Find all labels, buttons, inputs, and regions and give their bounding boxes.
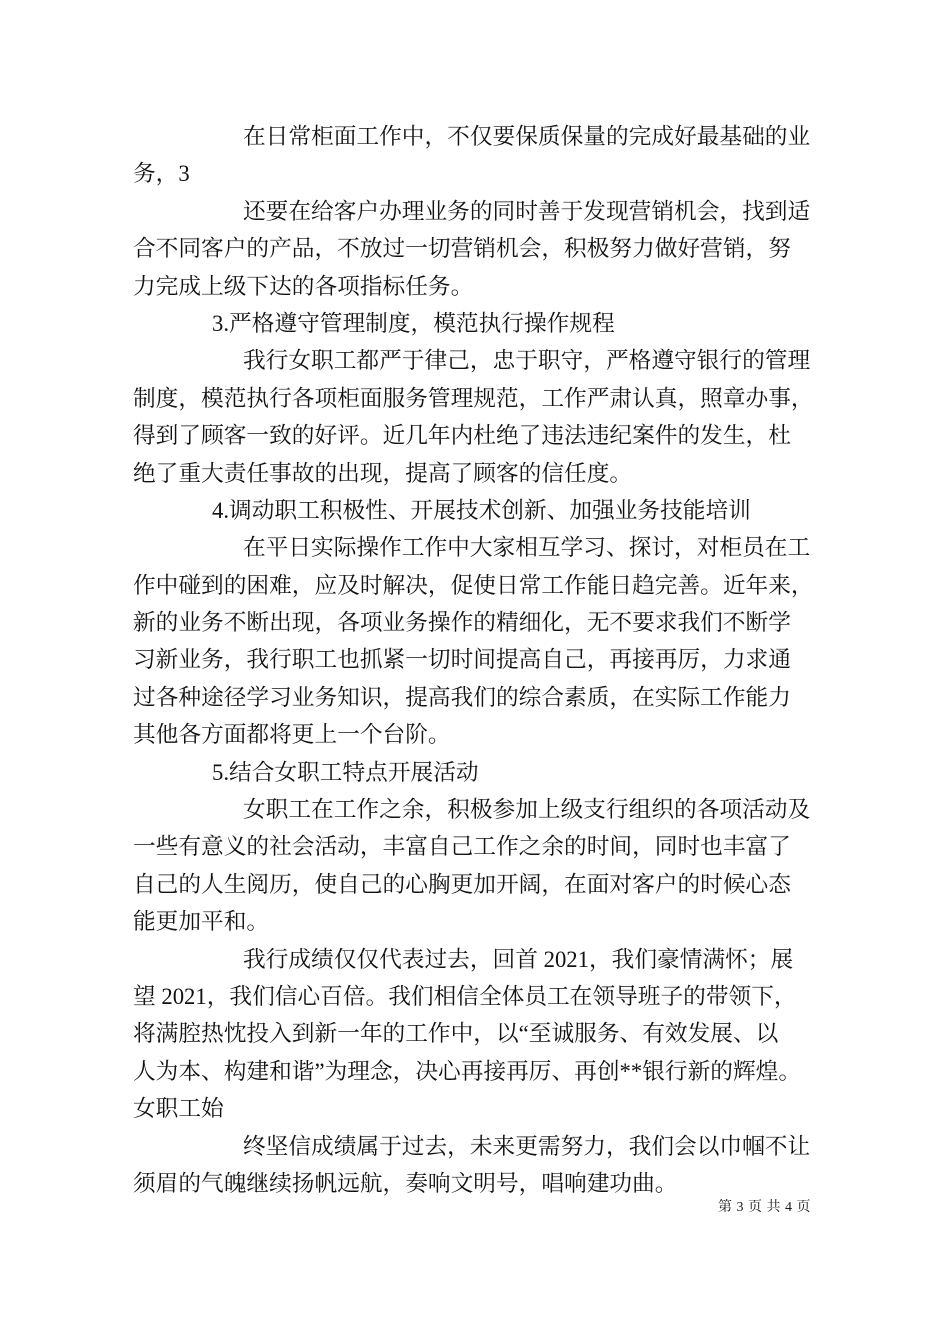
section-heading-5: 5.结合女职工特点开展活动 [212,759,479,785]
text-line: 在日常柜面工作中，不仅要保质保量的完成好最基础的业 [243,124,811,149]
text-line: 能更加平和。 [133,909,270,935]
text-line: 习新业务，我行职工也抓紧一切时间提高自己，再接再厉，力求通 [133,647,791,673]
text-line: 我行女职工都严于律己，忠于职守，严格遵守银行的管理 [243,348,811,374]
text-line: 其他各方面都将更上一个台阶。 [133,722,451,748]
text-line: 女职工始 [133,1096,224,1122]
text-line: 新的业务不断出现，各项业务操作的精细化，无不要求我们不断学 [133,610,791,636]
text-line: 一些有意义的社会活动，丰富自己工作之余的时间，同时也丰富了 [133,834,791,860]
text-line: 得到了顾客一致的好评。近几年内杜绝了违法违纪案件的发生，杜 [133,423,791,449]
text-line: 女职工在工作之余，积极参加上级支行组织的各项活动及 [243,797,811,823]
text-line: 终坚信成绩属于过去，未来更需努力，我们会以巾帼不让 [243,1133,811,1159]
text-line: 我行成绩仅仅代表过去，回首 2021，我们豪情满怀；展 [243,946,794,972]
text-line: 作中碰到的困难，应及时解决，促使日常工作能日趋完善。近年来， [133,572,814,598]
text-line: 还要在给客户办理业务的同时善于发现营销机会，找到适 [243,198,811,224]
text-line: 合不同客户的产品，不放过一切营销机会，积极努力做好营销，努 [133,236,791,262]
text-line: 望 2021，我们信心百倍。我们相信全体员工在领导班子的带领下， [133,983,797,1009]
text-line: 须眉的气魄继续扬帆远航，奏响文明号，唱响建功曲。 [133,1170,678,1196]
text-line: 人为本、构建和谐”为理念，决心再接再厉、再创**银行新的辉煌。 [133,1058,802,1084]
document-page-body [133,118,814,1202]
text-line: 绝了重大责任事故的出现，提高了顾客的信任度。 [133,460,633,486]
text-line: 制度，模范执行各项柜面服务管理规范，工作严肃认真，照章办事， [133,385,814,411]
text-line: 务，3 [133,161,190,187]
text-line: 将满腔热忱投入到新一年的工作中，以“至诚服务、有效发展、以 [133,1021,779,1047]
section-heading-4: 4.调动职工积极性、开展技术创新、加强业务技能培训 [212,497,751,523]
text-line: 自己的人生阅历，使自己的心胸更加开阔，在面对客户的时候心态 [133,871,791,897]
section-heading-3: 3.严格遵守管理制度，模范执行操作规程 [212,310,615,336]
page-number: 第 3 页 共 4 页 [718,1200,811,1215]
text-line: 力完成上级下达的各项指标任务。 [133,273,474,299]
text-line: 在平日实际操作工作中大家相互学习、探讨，对柜员在工 [243,535,811,561]
text-line: 过各种途径学习业务知识，提高我们的综合素质，在实际工作能力 [133,684,791,710]
